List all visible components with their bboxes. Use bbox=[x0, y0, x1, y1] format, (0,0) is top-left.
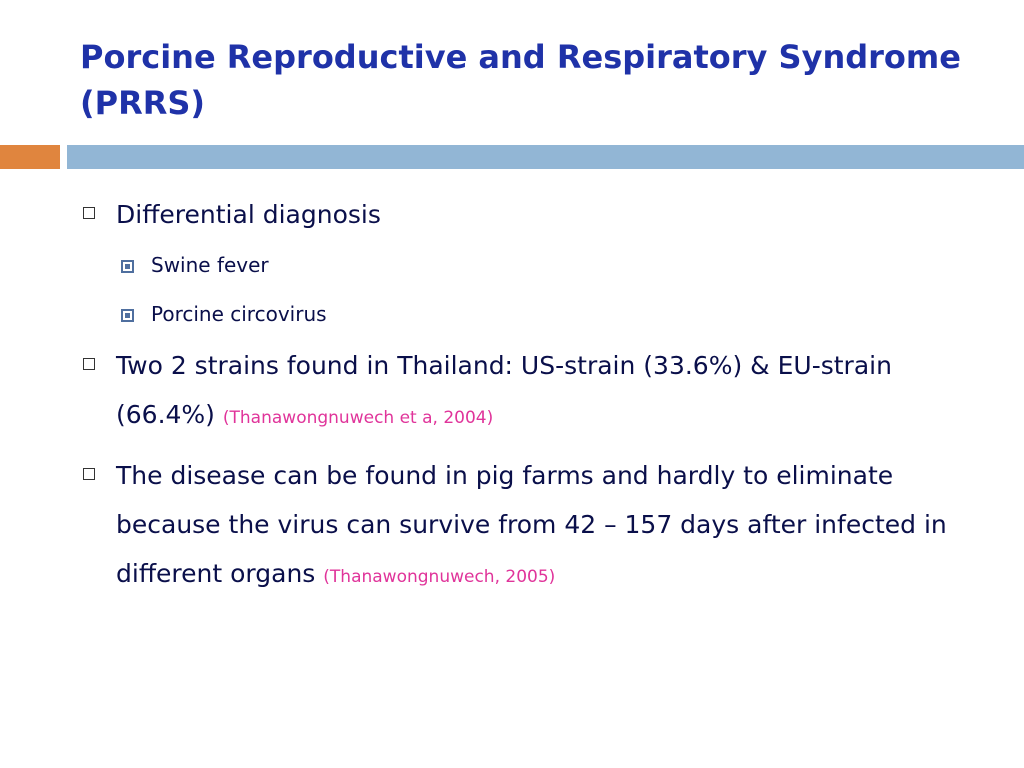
bullet-text: Differential diagnosis bbox=[116, 200, 381, 229]
slide-title: Porcine Reproductive and Respiratory Syndrome (PRRS) bbox=[80, 38, 961, 122]
title-accent-bar bbox=[0, 145, 60, 169]
title-underline-bar bbox=[67, 145, 1024, 169]
bullet-disease-persistence bbox=[0, 451, 1024, 602]
bullet-text: The disease can be found in pig farms and hardly to eliminate because the virus can survive from 42 – 157 days after infected in different organs bbox=[116, 461, 947, 588]
hollow-square-bullet-icon bbox=[83, 358, 95, 370]
citation: (Thanawongnuwech, 2005) bbox=[323, 567, 556, 587]
sub-bullet-swine-fever bbox=[0, 241, 1024, 290]
sub-bullet-text: Porcine circovirus bbox=[151, 302, 327, 326]
sub-bullet-text: Swine fever bbox=[151, 253, 269, 277]
bullet-text: Two 2 strains found in Thailand: US-strain (33.6%) & EU-strain (66.4%) bbox=[116, 351, 892, 429]
bullet-thailand-strains bbox=[0, 341, 1024, 443]
sub-bullet-porcine-circovirus bbox=[0, 290, 1024, 339]
bullet-differential-diagnosis bbox=[0, 190, 1024, 239]
hollow-square-bullet-icon bbox=[83, 468, 95, 480]
slide-body bbox=[0, 190, 1024, 602]
hollow-square-bullet-icon bbox=[83, 207, 95, 219]
filled-square-bullet-icon bbox=[121, 309, 134, 322]
filled-square-bullet-icon bbox=[121, 260, 134, 273]
citation: (Thanawongnuwech et a, 2004) bbox=[222, 408, 494, 428]
